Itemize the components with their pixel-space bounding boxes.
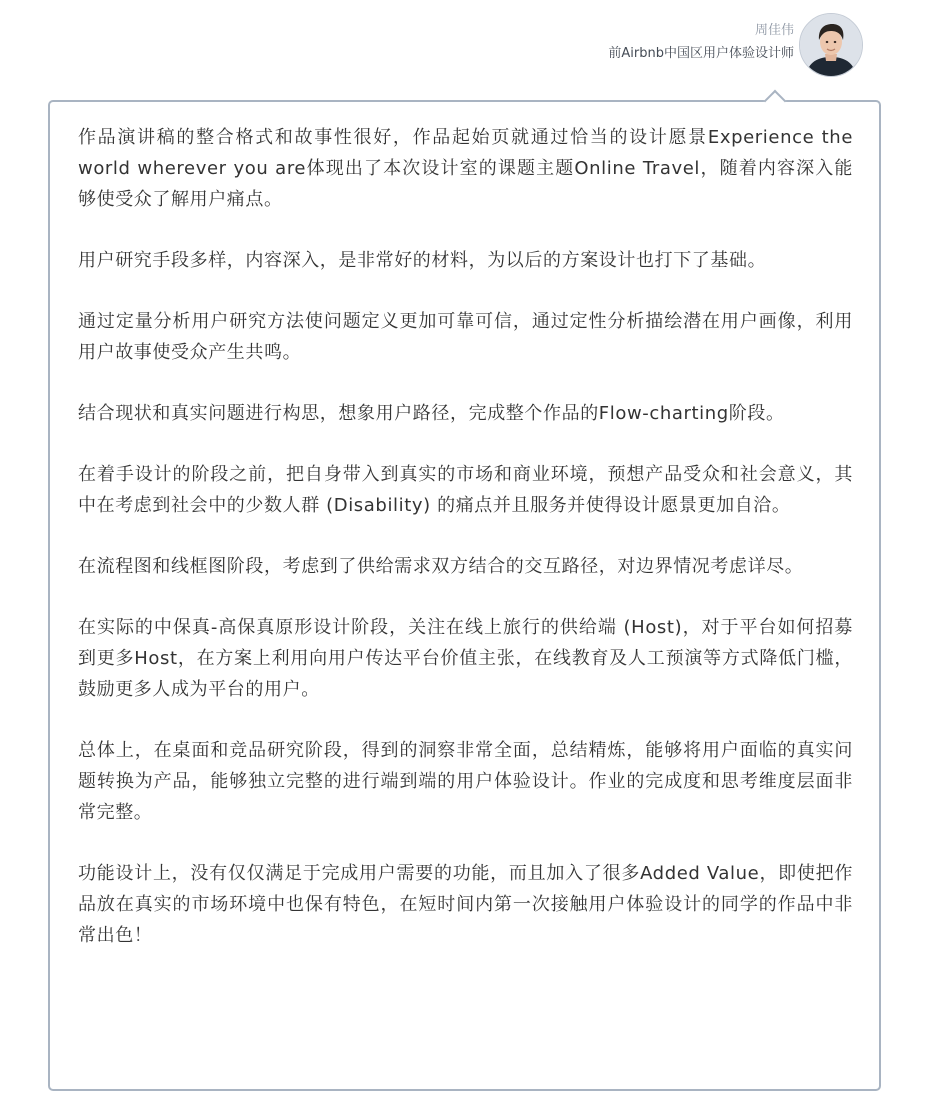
review-paragraph: 在流程图和线框图阶段，考虑到了供给需求双方结合的交互路径，对边界情况考虑详尽。 bbox=[78, 556, 804, 577]
review-paragraph: 在实际的中保真-高保真原形设计阶段，关注在线上旅行的供给端 (Host)，对于平台如何招募到更多Host，在方案上利用向用户传达平台价值主张，在线教育及人工预演等方式降低门槛，鼓励更多人成为平台的用户。 bbox=[78, 617, 853, 700]
review-paragraph: 结合现状和真实问题进行构思，想象用户路径，完成整个作品的Flow-charting阶段。 bbox=[78, 403, 785, 424]
review-paragraph: 用户研究手段多样，内容深入，是非常好的材料，为以后的方案设计也打下了基础。 bbox=[78, 250, 767, 271]
reviewer-avatar bbox=[799, 13, 863, 77]
review-paragraph: 功能设计上，没有仅仅满足于完成用户需要的功能，而且加入了很多Added Value，即使把作品放在真实的市场环境中也保有特色，在短时间内第一次接触用户体验设计的同学的作品中非常出色！ bbox=[78, 863, 853, 946]
avatar-portrait-icon bbox=[800, 14, 862, 76]
review-paragraph: 通过定量分析用户研究方法使问题定义更加可靠可信，通过定性分析描绘潜在用户画像，利用用户故事使受众产生共鸣。 bbox=[78, 311, 853, 363]
reviewer-name: 周佳伟 bbox=[754, 23, 794, 38]
review-body bbox=[78, 122, 853, 951]
reviewer-title: 前Airbnb中国区用户体验设计师 bbox=[608, 46, 794, 61]
reviewer-header bbox=[0, 0, 940, 95]
review-paragraph: 总体上，在桌面和竞品研究阶段，得到的洞察非常全面，总结精炼，能够将用户面临的真实问题转换为产品，能够独立完整的进行端到端的用户体验设计。作业的完成度和思考维度层面非常完整。 bbox=[78, 740, 853, 823]
review-paragraph: 作品演讲稿的整合格式和故事性很好，作品起始页就通过恰当的设计愿景Experience the world wherever you are体现出了本次设计室的课题主题Online Travel，随着内容深入能够使受众了解用户痛点。 bbox=[78, 127, 853, 210]
reviewer-info bbox=[608, 22, 794, 63]
review-card bbox=[48, 100, 881, 1091]
review-paragraph: 在着手设计的阶段之前，把自身带入到真实的市场和商业环境，预想产品受众和社会意义，其中在考虑到社会中的少数人群 (Disability) 的痛点并且服务并使得设计愿景更加自洽。 bbox=[78, 464, 853, 516]
